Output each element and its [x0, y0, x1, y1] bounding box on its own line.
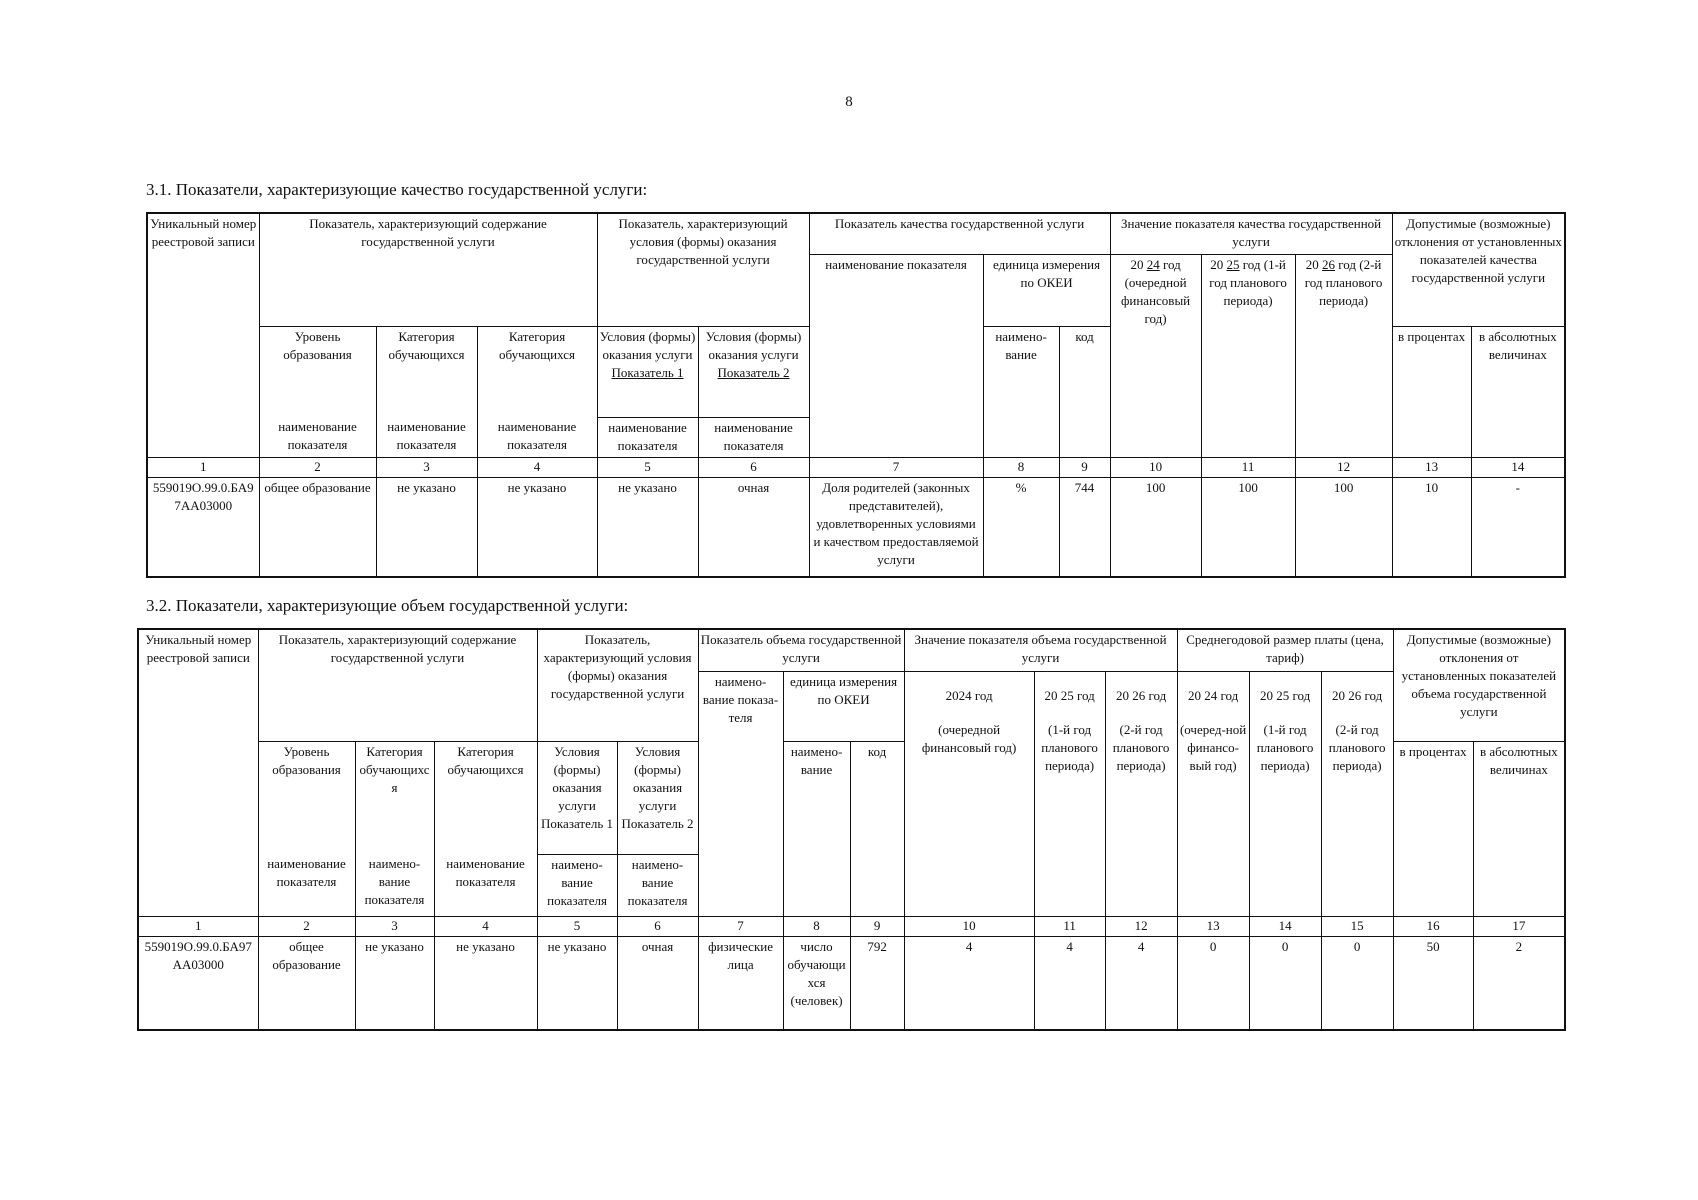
header-indicator-name-2: наименование показателя [259, 417, 376, 457]
cell-condition-1: не указано [597, 478, 698, 577]
cell-deviation-absolute: - [1471, 478, 1565, 577]
header-student-category-1: Категория обучающихся [376, 326, 477, 417]
header-value-2024 [904, 671, 1034, 916]
cell-category-2: не указано [434, 936, 537, 1030]
column-number: 10 [904, 916, 1034, 936]
cell-condition-2: очная [698, 478, 809, 577]
cell-quality-indicator: Доля родителей (законных представителей), удовлетворенных условиями и качеством предоставляемой услуги [809, 478, 983, 577]
column-number: 5 [537, 916, 617, 936]
header-fee-2026-year: 20 26 год [1331, 687, 1383, 703]
page-number: 8 [845, 94, 853, 110]
header-unit-okei: единица измерения по ОКЕИ [783, 671, 904, 741]
header-indicator-name-3: наимено-вание показателя [355, 854, 434, 916]
header-conditions-indicator: Показатель, характеризующий условия (формы) оказания государственной услуги [597, 213, 809, 326]
header-volume-value: Значение показателя объема государственной услуги [904, 629, 1177, 671]
cell-deviation-absolute: 2 [1473, 936, 1565, 1030]
cell-fee-2025: 0 [1249, 936, 1321, 1030]
cell-volume-indicator: физические лица [698, 936, 783, 1030]
header-indicator-name-4: наименование показателя [434, 854, 537, 916]
header-deviation: Допустимые (возможные) отклонения от установленных показателей качества государственной услуги [1392, 213, 1565, 326]
header-value-2026-year: 20 26 год [1115, 687, 1167, 703]
header-unit-name: наимено-вание [783, 741, 850, 916]
header-fee-2024-year: 20 24 год [1187, 687, 1239, 703]
header-fee-2025 [1249, 671, 1321, 916]
header-education-level: Уровень образования [259, 326, 376, 417]
column-number: 1 [138, 916, 258, 936]
cell-deviation-percent: 50 [1393, 936, 1473, 1030]
header-indicator-name: наименование показателя [809, 254, 983, 457]
column-number: 8 [983, 457, 1059, 478]
header-value-2026 [1105, 671, 1177, 916]
volume-indicators-table [137, 628, 1566, 1031]
column-number: 3 [376, 457, 477, 478]
column-number: 16 [1393, 916, 1473, 936]
header-content-indicator: Показатель, характеризующий содержание государственной услуги [259, 213, 597, 326]
header-education-level: Уровень образования [258, 741, 355, 854]
column-number: 14 [1249, 916, 1321, 936]
column-number: 9 [1059, 457, 1110, 478]
header-unit-name: наимено-вание [983, 326, 1059, 457]
column-number: 14 [1471, 457, 1565, 478]
header-deviation-absolute: в абсолютных величинах [1471, 326, 1565, 457]
column-number: 4 [434, 916, 537, 936]
header-quality-value: Значение показателя качества государственной услуги [1110, 213, 1392, 254]
cell-fee-2026: 0 [1321, 936, 1393, 1030]
header-deviation-absolute: в абсолютных величинах [1473, 741, 1565, 916]
column-number: 4 [477, 457, 597, 478]
column-number: 5 [597, 457, 698, 478]
column-number: 13 [1392, 457, 1471, 478]
cell-value-2026: 100 [1295, 478, 1392, 577]
cell-unit-code: 792 [850, 936, 904, 1030]
header-unit-code: код [1059, 326, 1110, 457]
column-number: 15 [1321, 916, 1393, 936]
header-indicator-name-5: наимено-вание показателя [537, 854, 617, 916]
column-number: 3 [355, 916, 434, 936]
quality-section-title: 3.1. Показатели, характеризующие качество государственной услуги: [146, 180, 648, 199]
header-indicator-name-6: наимено-вание показателя [617, 854, 698, 916]
column-number: 2 [258, 916, 355, 936]
column-number: 7 [698, 916, 783, 936]
column-number: 11 [1201, 457, 1295, 478]
header-unit-code: код [850, 741, 904, 916]
column-number-row [147, 457, 1565, 478]
header-unique-number: Уникальный номер реестровой записи [138, 629, 258, 916]
cell-education-level: общее образование [259, 478, 376, 577]
cell-category-1: не указано [376, 478, 477, 577]
cell-registry-number: 559019О.99.0.БА97АА03000 [147, 478, 259, 577]
header-student-category-1: Категория обучающихся [355, 741, 434, 854]
header-indicator-name-3: наименование показателя [376, 417, 477, 457]
column-number: 6 [698, 457, 809, 478]
column-number: 2 [259, 457, 376, 478]
header-volume-indicator: Показатель объема государственной услуги [698, 629, 904, 671]
cell-condition-2: очная [617, 936, 698, 1030]
column-number: 6 [617, 916, 698, 936]
column-number: 11 [1034, 916, 1105, 936]
column-number: 1 [147, 457, 259, 478]
column-number: 12 [1295, 457, 1392, 478]
header-condition-1: Условия (формы) оказания услуги Показатель 1 [537, 741, 617, 854]
volume-section-title: 3.2. Показатели, характеризующие объем государственной услуги: [146, 596, 629, 615]
cell-value-2024: 4 [904, 936, 1034, 1030]
header-average-fee: Среднегодовой размер платы (цена, тариф) [1177, 629, 1393, 671]
column-number: 13 [1177, 916, 1249, 936]
table-row [138, 936, 1565, 1030]
column-number: 12 [1105, 916, 1177, 936]
header-value-2024-year: 2024 год [945, 687, 993, 703]
cell-education-level: общее образование [258, 936, 355, 1030]
header-conditions-indicator: Показатель, характеризующий условия (формы) оказания государственной услуги [537, 629, 698, 741]
cell-condition-1: не указано [537, 936, 617, 1030]
column-number-row [138, 916, 1565, 936]
header-indicator-name: наимено-вание показа-теля [698, 671, 783, 916]
column-number: 9 [850, 916, 904, 936]
header-content-indicator: Показатель, характеризующий содержание государственной услуги [258, 629, 537, 741]
header-deviation-percent: в процентах [1392, 326, 1471, 457]
header-indicator-name-5: наименование показателя [597, 417, 698, 457]
column-number: 7 [809, 457, 983, 478]
cell-value-2024: 100 [1110, 478, 1201, 577]
cell-unit-code: 744 [1059, 478, 1110, 577]
header-value-2025-note: (1-й год планового периода) [1041, 721, 1098, 773]
header-year-2025: 20 25 год (1-й год планового периода) [1201, 254, 1295, 457]
header-value-2025-year: 20 25 год [1044, 687, 1095, 703]
header-fee-2026 [1321, 671, 1393, 916]
header-deviation-percent: в процентах [1393, 741, 1473, 916]
cell-registry-number: 559019О.99.0.БА97АА03000 [138, 936, 258, 1030]
header-indicator-name-6: наименование показателя [698, 417, 809, 457]
header-student-category-2: Категория обучающихся [434, 741, 537, 854]
cell-value-2025: 4 [1034, 936, 1105, 1030]
header-year-2024: 20 24 год (очередной финансовый год) [1110, 254, 1201, 457]
header-fee-2024 [1177, 671, 1249, 916]
header-year-2026: 20 26 год (2-й год планового периода) [1295, 254, 1392, 457]
header-condition-2: Условия (формы) оказания услуги Показатель 2 [617, 741, 698, 854]
column-number: 17 [1473, 916, 1565, 936]
header-value-2025 [1034, 671, 1105, 916]
header-quality-indicator: Показатель качества государственной услуги [809, 213, 1110, 254]
cell-category-1: не указано [355, 936, 434, 1030]
cell-deviation-percent: 10 [1392, 478, 1471, 577]
column-number: 10 [1110, 457, 1201, 478]
cell-unit-name: число обучающихся (человек) [783, 936, 850, 1030]
header-condition-1: Условия (формы) оказания услуги Показатель 1 [597, 326, 698, 417]
header-deviation: Допустимые (возможные) отклонения от установленных показателей объема государственной услуги [1393, 629, 1565, 741]
header-fee-2024-note: (очеред-ной финансо-вый год) [1179, 721, 1247, 773]
header-unit-okei: единица измерения по ОКЕИ [983, 254, 1110, 326]
cell-category-2: не указано [477, 478, 597, 577]
header-fee-2025-year: 20 25 год [1259, 687, 1311, 703]
cell-value-2025: 100 [1201, 478, 1295, 577]
header-student-category-2: Категория обучающихся [477, 326, 597, 417]
header-fee-2026-note: (2-й год планового периода) [1328, 721, 1386, 773]
header-value-2024-note: (очередной финансовый год) [921, 721, 1017, 755]
cell-unit-name: % [983, 478, 1059, 577]
cell-value-2026: 4 [1105, 936, 1177, 1030]
header-condition-2: Условия (формы) оказания услуги Показатель 2 [698, 326, 809, 417]
cell-fee-2024: 0 [1177, 936, 1249, 1030]
quality-indicators-table [146, 212, 1566, 578]
column-number: 8 [783, 916, 850, 936]
header-fee-2025-note: (1-й год планового периода) [1256, 721, 1314, 773]
header-value-2026-note: (2-й год планового периода) [1112, 721, 1170, 773]
header-indicator-name-4: наименование показателя [477, 417, 597, 457]
table-row [147, 478, 1565, 577]
header-indicator-name-2: наименование показателя [258, 854, 355, 916]
header-unique-number: Уникальный номер реестровой записи [147, 213, 259, 457]
